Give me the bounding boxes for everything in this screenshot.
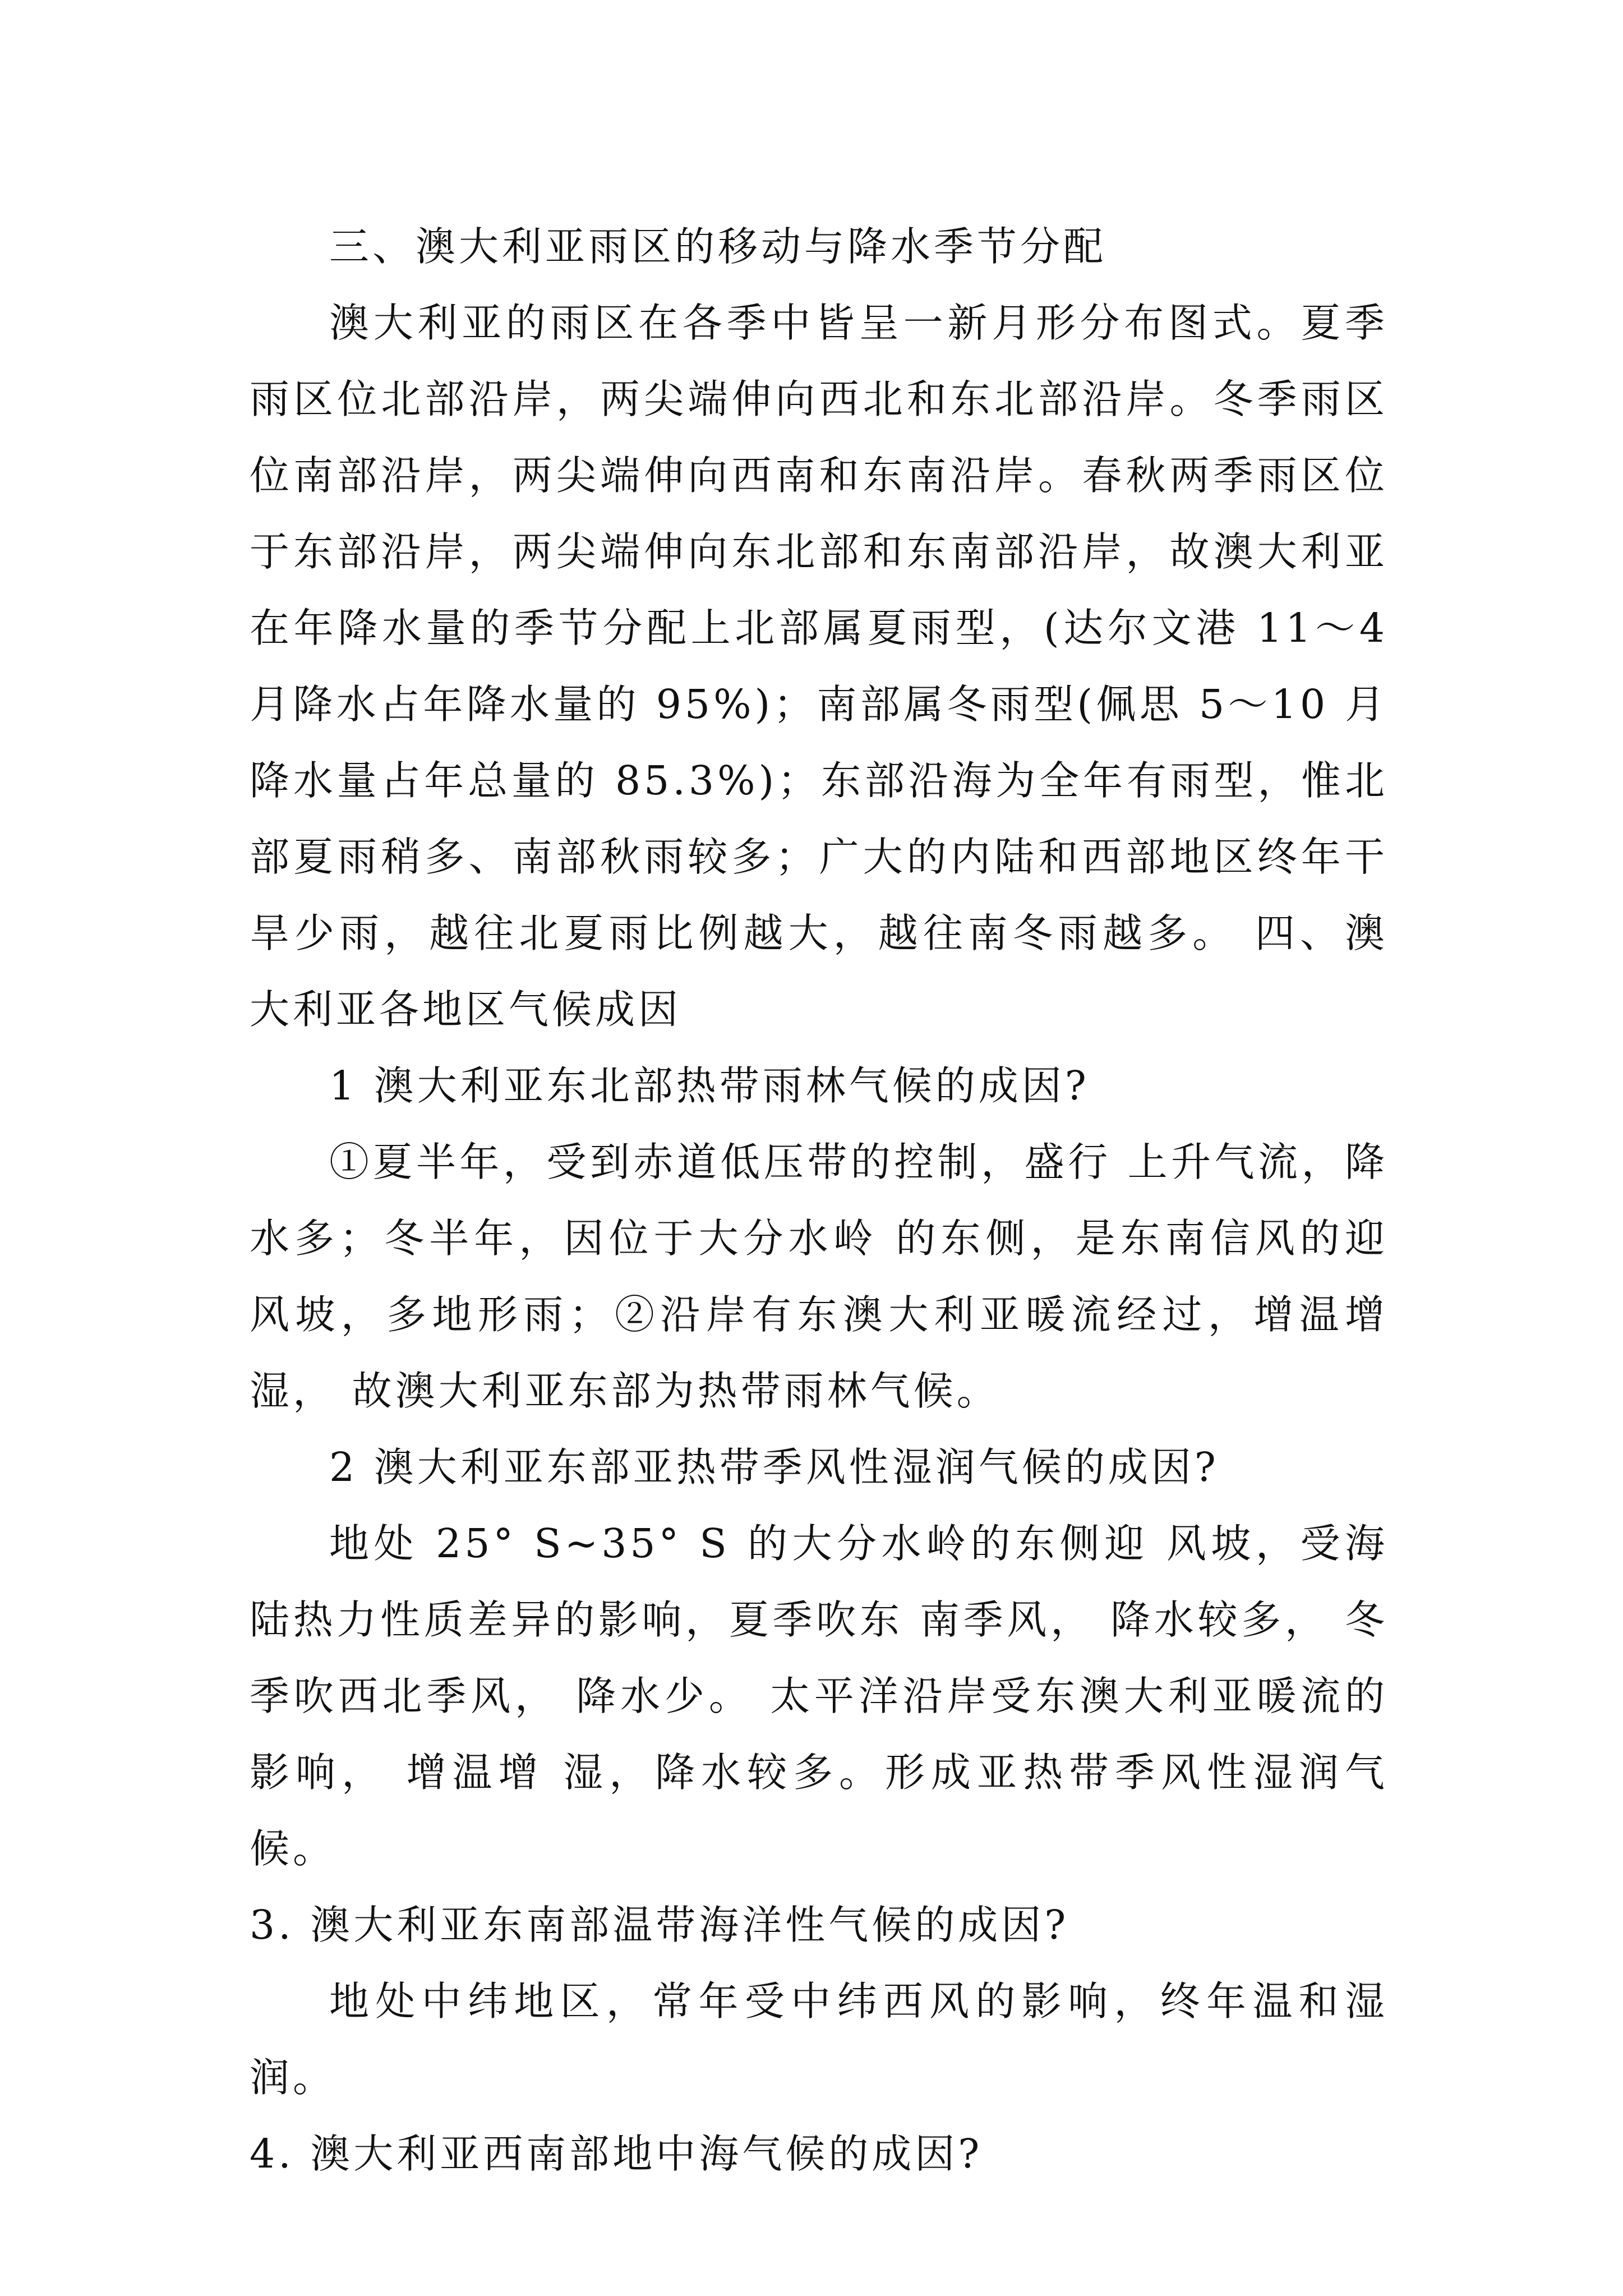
answer-1: ①夏半年，受到赤道低压带的控制，盛行 上升气流，降水多；冬半年，因位于大分水岭 的东侧，是东南信风的迎风坡，多地形雨；②沿岸有东澳大利亚暖流经过，增温增湿， 故澳大利亚东部为热带雨林气候。 xyxy=(250,1139,1388,1414)
answer-2: 地处 25° S~35° S 的大分水岭的东侧迎 风坡，受海陆热力性质差异的影响，夏季吹东 南季风， 降水较多， 冬季吹西北季风， 降水少。 太平洋沿岸受东澳大利亚暖流的影响， 增温增 湿，降水较多。形成亚热带季风性湿润气候。 xyxy=(250,1520,1388,1872)
section-heading: 三、澳大利亚雨区的移动与降水季节分配 xyxy=(329,223,1107,270)
question-2: 2 澳大利亚东部亚热带季风性湿润气候的成因? xyxy=(329,1444,1219,1490)
question-1: 1 澳大利亚东北部热带雨林气候的成因? xyxy=(329,1062,1090,1109)
paragraph-rain-distribution: 澳大利亚的雨区在各季中皆呈一新月形分布图式。夏季雨区位北部沿岸，两尖端伸向西北和东北部沿岸。冬季雨区位南部沿岸，两尖端伸向西南和东南沿岸。春秋两季雨区位于东部沿岸，两尖端伸向东北部和东南部沿岸，故澳大利亚在年降水量的季节分配上北部属夏雨型，(达尔文港 11～4 月降水占年降水量的 95%)；南部属冬雨型(佩思 5～10 月降水量占年总量的 85.3%)；东部沿海为全年有雨型，惟北部夏雨稍多、南部秋雨较多；广大的内陆和西部地区终年干旱少雨，越往北夏雨比例越大，越往南冬雨越多。 四、澳大利亚各地区气候成因 xyxy=(250,300,1388,1033)
question-3: 3. 澳大利亚东南部温带海洋性气候的成因? xyxy=(250,1902,1069,1948)
document-body xyxy=(250,209,1388,2192)
answer-3: 地处中纬地区，常年受中纬西风的影响，终年温和湿润。 xyxy=(250,1978,1388,2101)
question-4: 4. 澳大利亚西南部地中海气候的成因? xyxy=(250,2131,983,2177)
